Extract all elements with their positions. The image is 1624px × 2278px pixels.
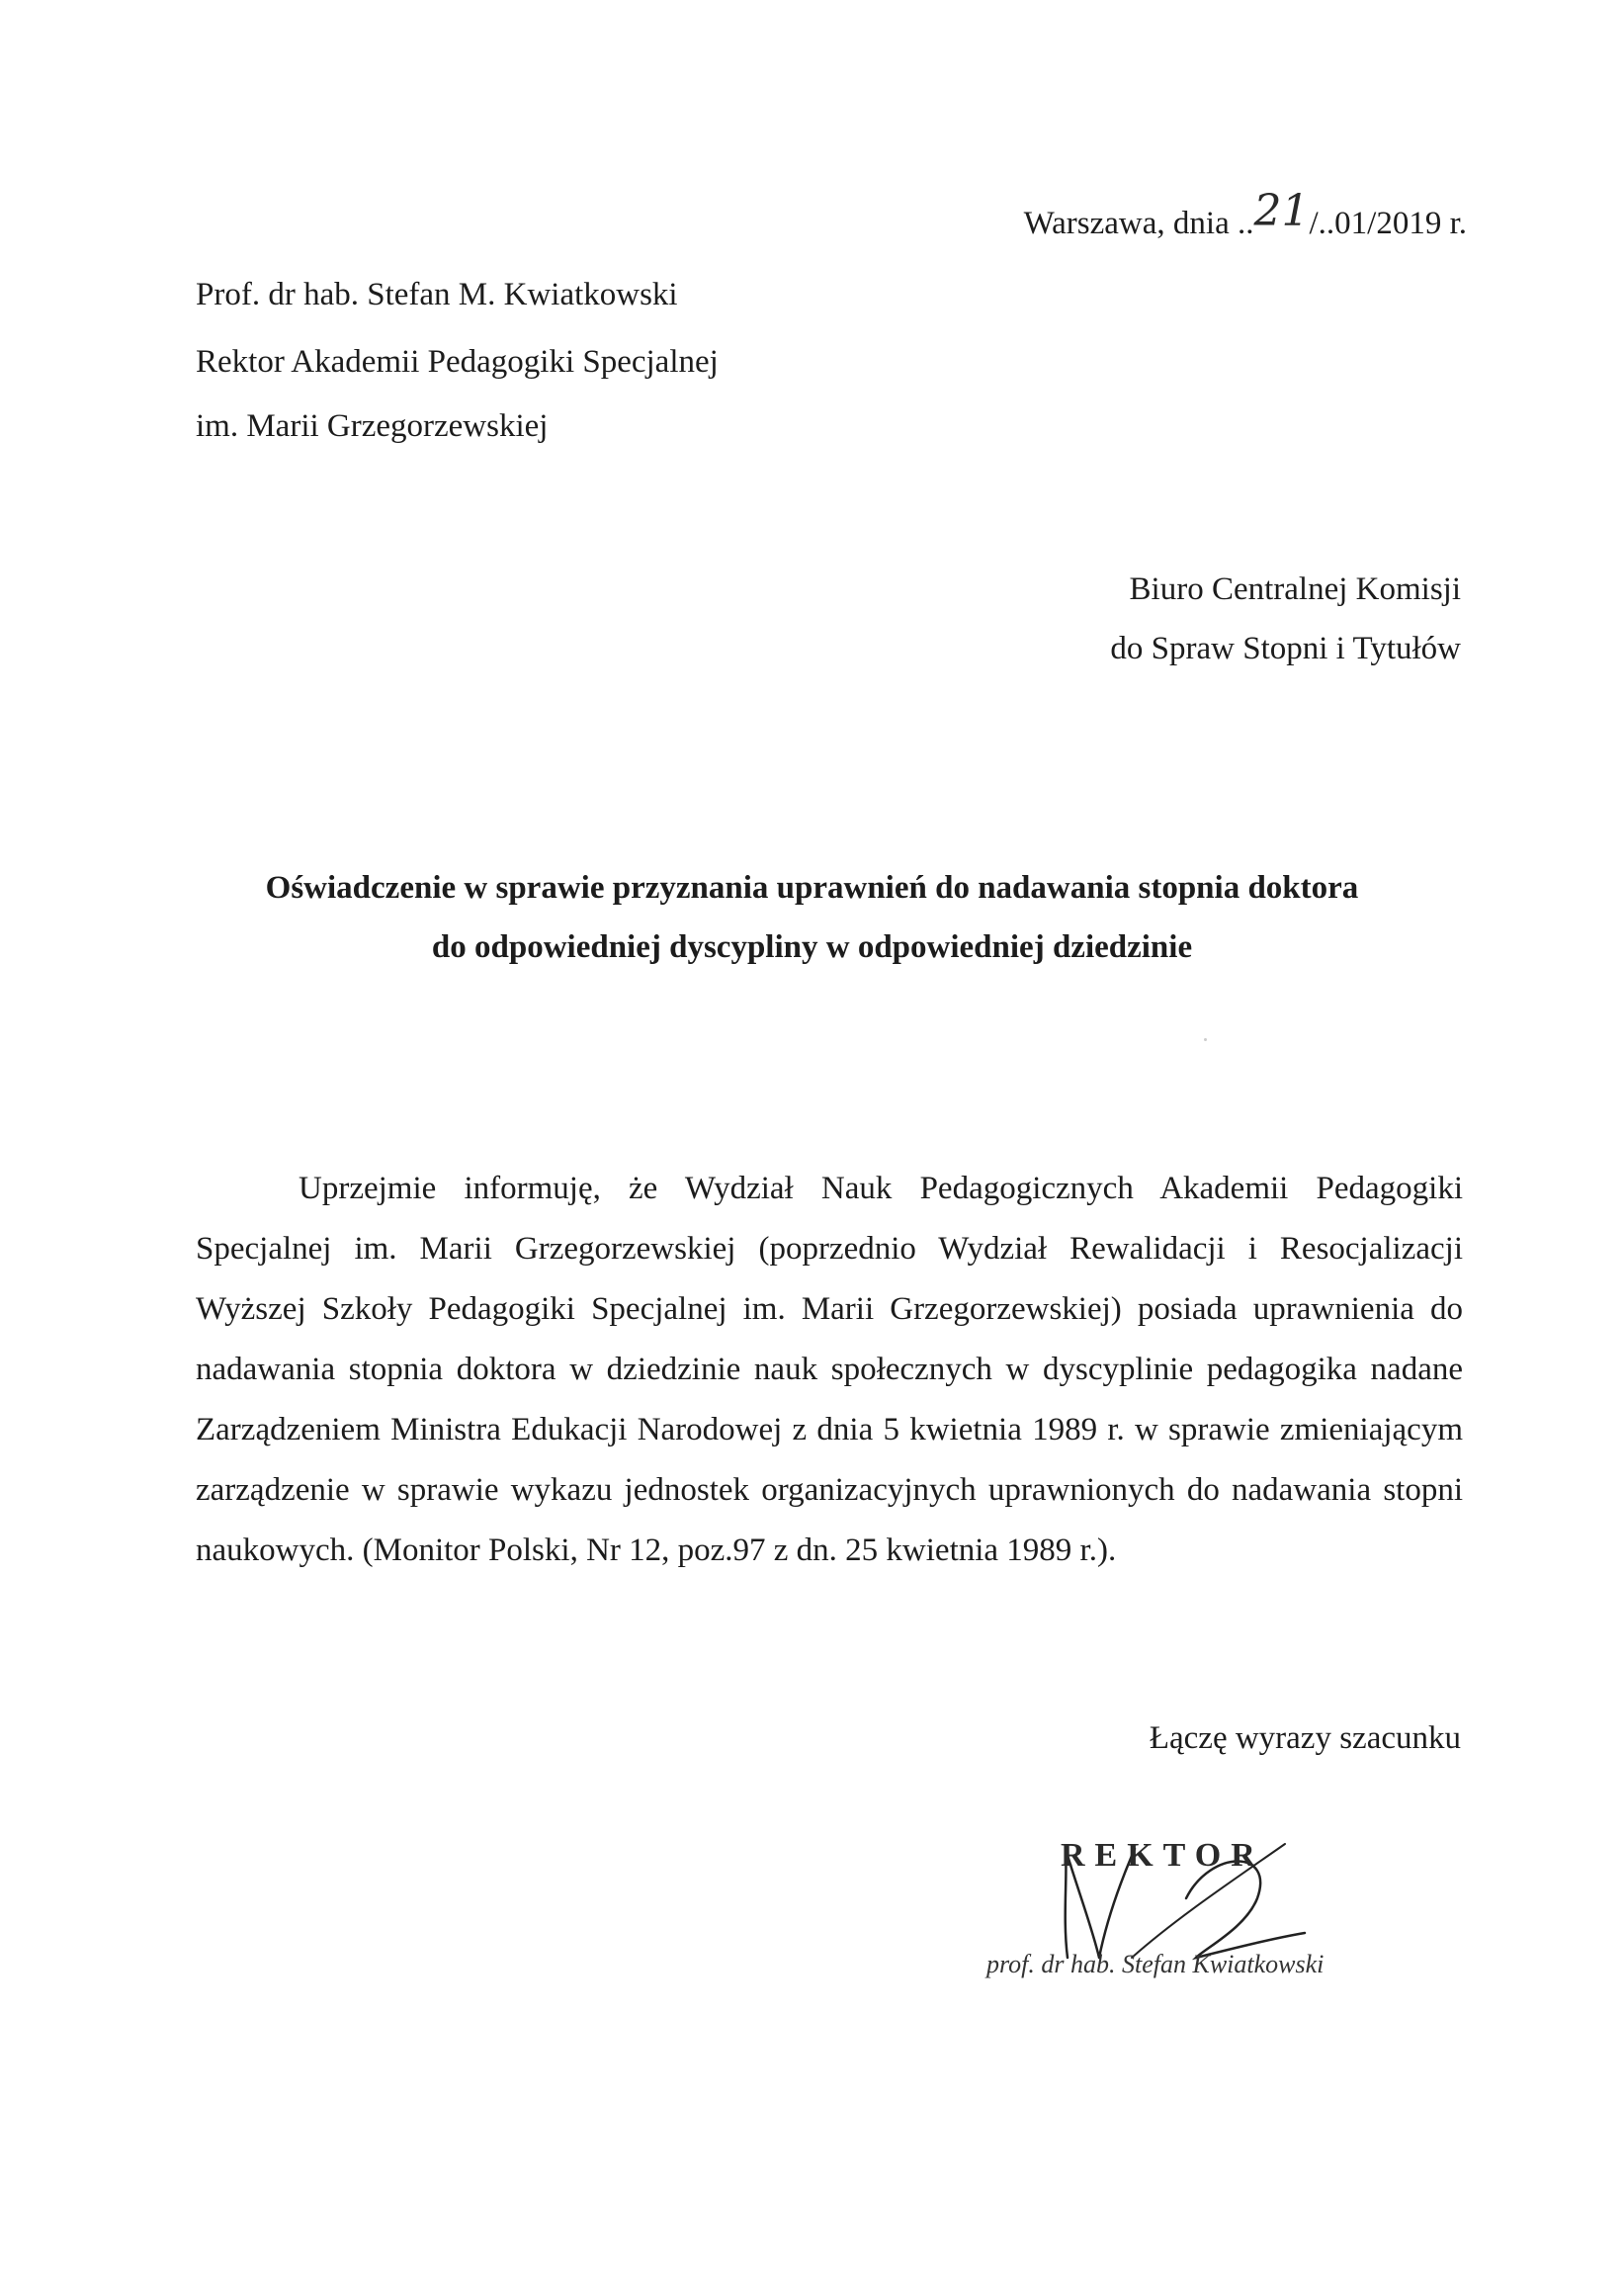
recipient-line-1: Biuro Centralnej Komisji [1129, 571, 1461, 607]
date-middle: /..01/ [1309, 206, 1377, 241]
date-line [1023, 186, 1467, 241]
document-title-line-2: do odpowiedniej dyscypliny w odpowiedniej dziedzinie [431, 929, 1193, 965]
date-suffix: 2019 r. [1376, 206, 1467, 241]
stamp-rektor-title: REKTOR [1061, 1837, 1265, 1874]
closing-line: Łączę wyrazy szacunku [1149, 1720, 1461, 1756]
recipient-line-2: do Spraw Stopni i Tytułów [1110, 631, 1461, 666]
scan-speck [1204, 1038, 1207, 1041]
date-prefix: Warszawa, dnia .. [1023, 206, 1254, 241]
date-day-handwritten: 21 [1253, 186, 1310, 236]
sender-line-1: Prof. dr hab. Stefan M. Kwiatkowski [196, 277, 678, 312]
sender-line-2: Rektor Akademii Pedagogiki Specjalnej [196, 344, 719, 380]
sender-line-3: im. Marii Grzegorzewskiej [196, 408, 549, 444]
document-title-line-1: Oświadczenie w sprawie przyznania uprawnień do nadawania stopnia doktora [265, 870, 1359, 906]
body-paragraph: Uprzejmie informuję, że Wydział Nauk Pedagogicznych Akademii Pedagogiki Specjalnej im. Marii Grzegorzewskiej (poprzednio Wydział Rewalidacji i Resocjalizacji Wyższej Szkoły Pedagogiki Specjalnej im. Marii Grzegorzewskiej) posiada uprawnienia do nadawania stopnia doktora w dziedzinie nauk społecznych w dyscyplinie pedagogika nadane Zarządzeniem Ministra Edukacji Narodowej z dnia 5 kwietnia 1989 r. w sprawie zmieniającym zarządzenie w sprawie wykazu jednostek organizacyjnych uprawnionych do nadawania stopni naukowych. (Monitor Polski, Nr 12, poz.97 z dn. 25 kwietnia 1989 r.). [196, 1171, 1463, 1568]
stamp-rektor-name: prof. dr hab. Stefan Kwiatkowski [986, 1950, 1325, 1978]
